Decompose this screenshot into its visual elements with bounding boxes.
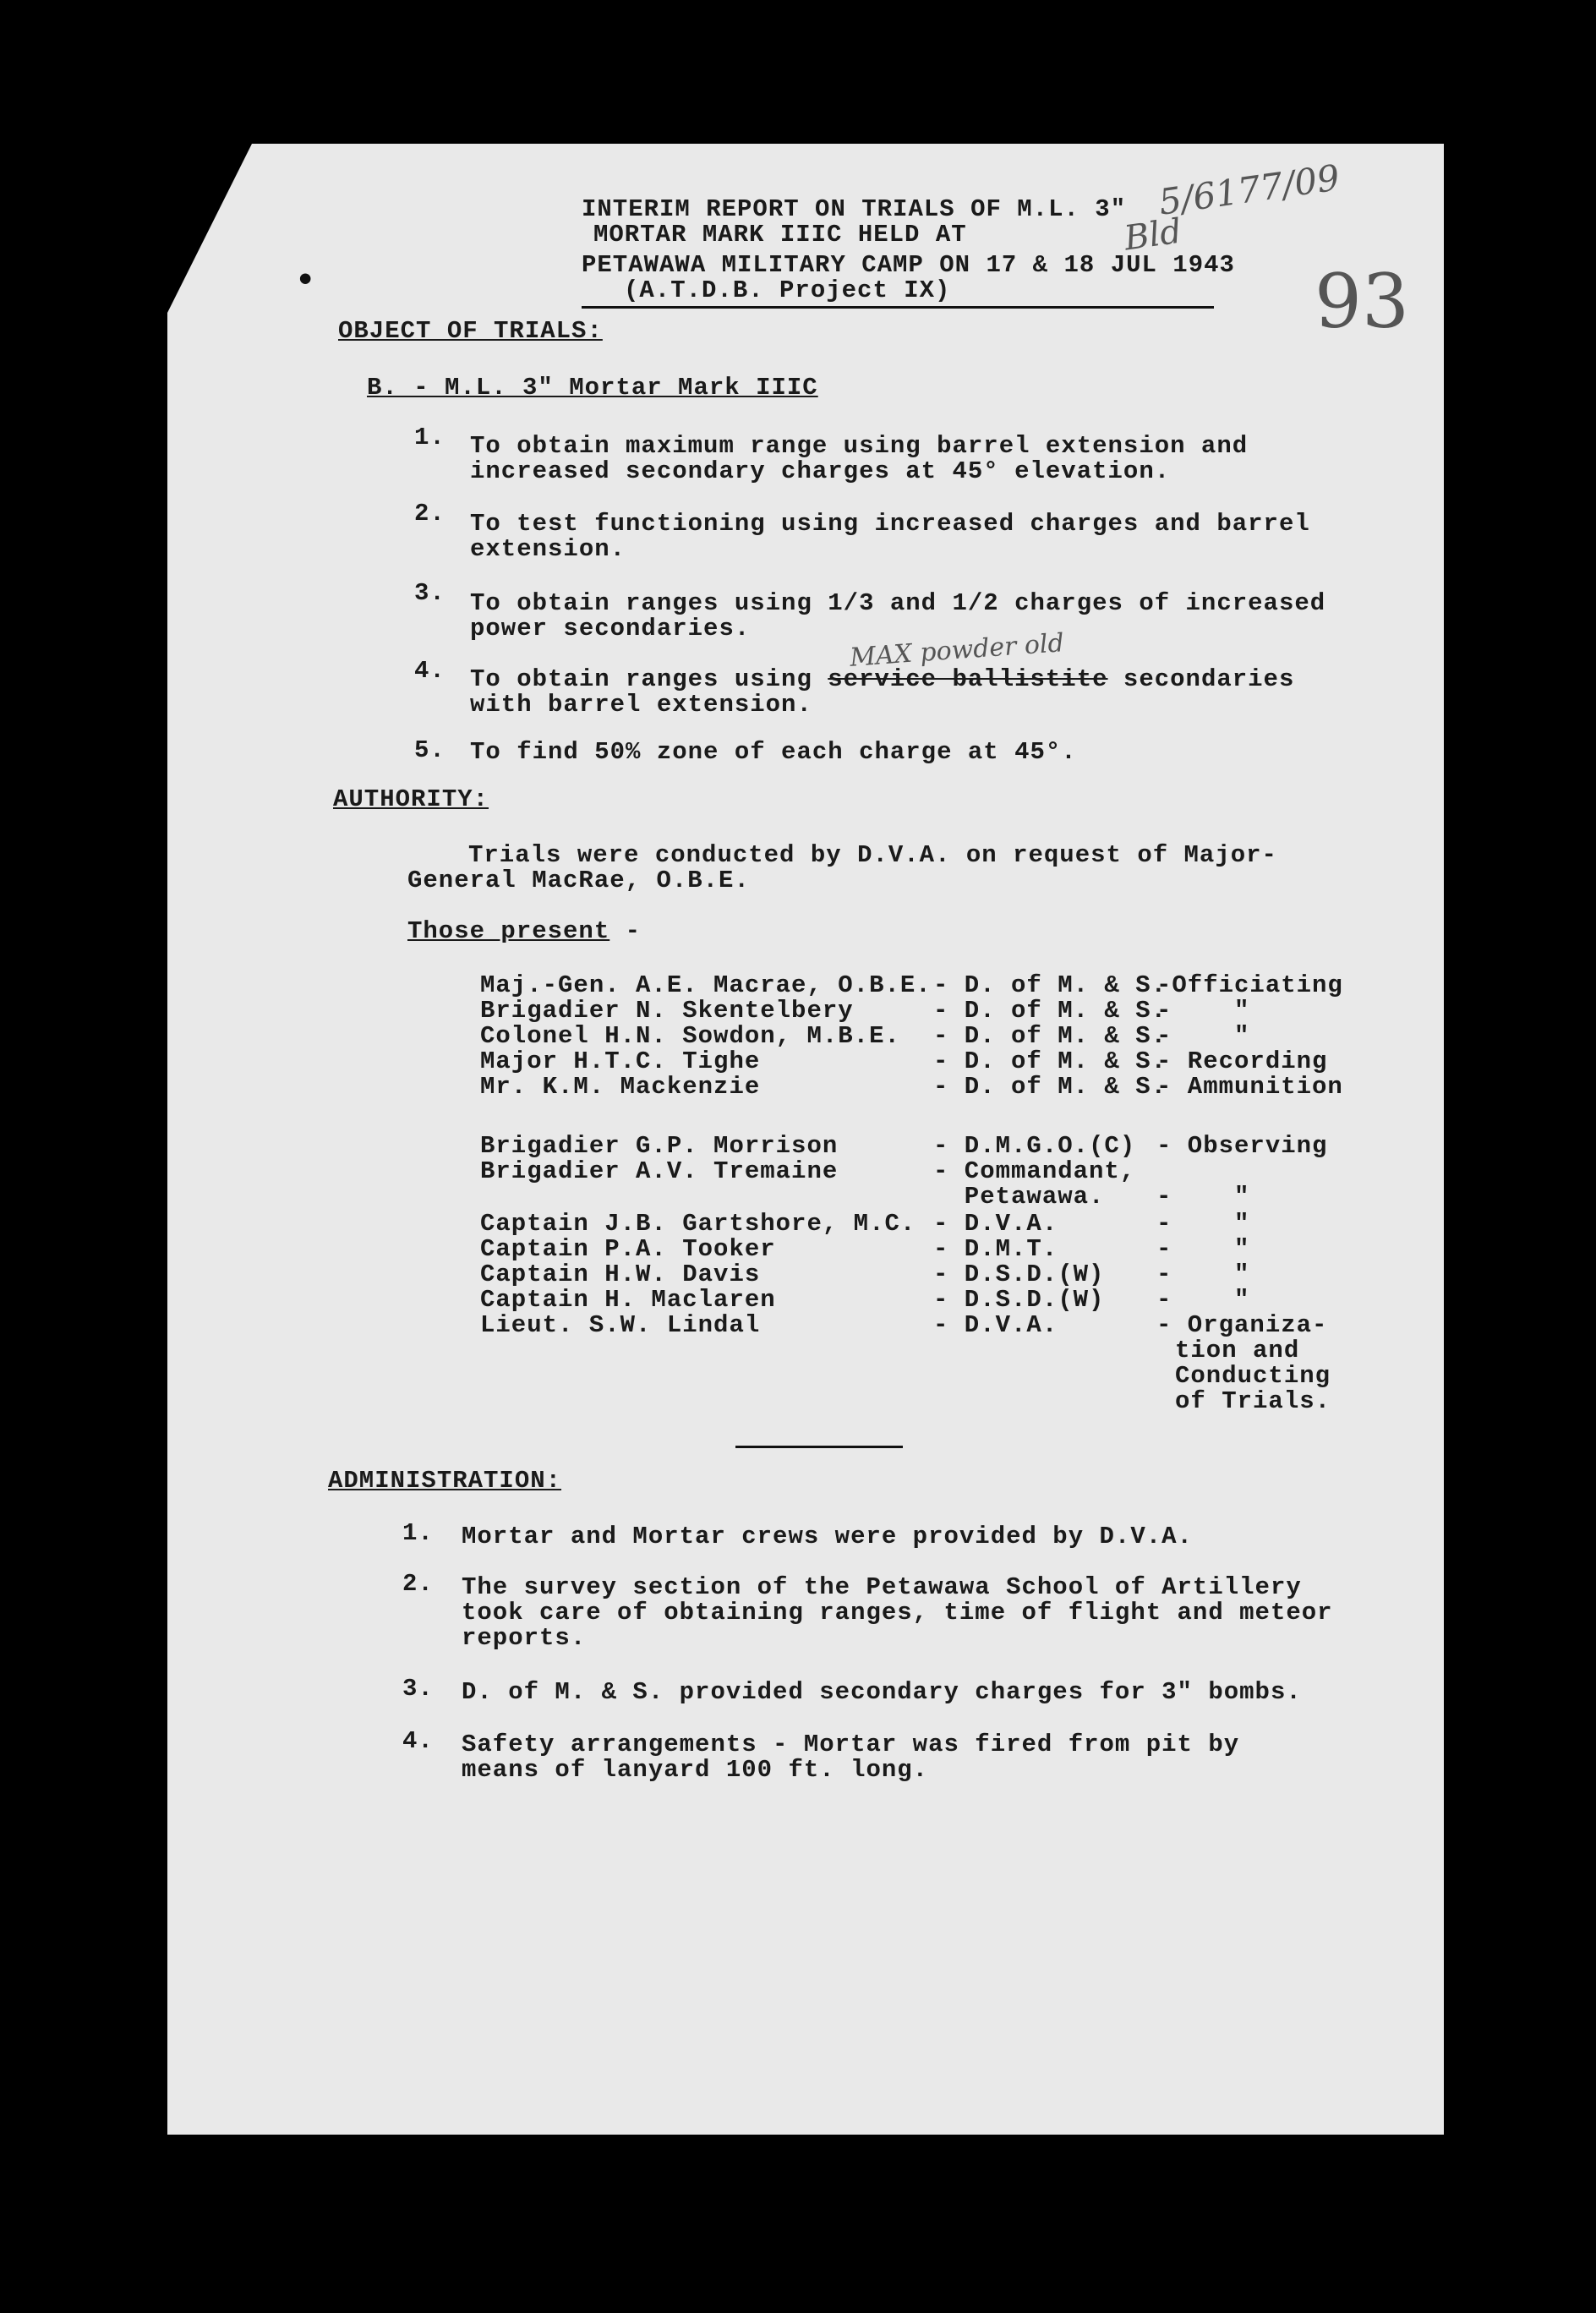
- present-dept: - D.M.G.O.(C): [933, 1132, 1136, 1160]
- report-title-line-1: INTERIM REPORT ON TRIALS OF M.L. 3": [582, 195, 1127, 223]
- present-dept: - D. of M. & S.: [933, 1022, 1167, 1050]
- object-item-text: increased secondary charges at 45° elevation.: [470, 457, 1171, 485]
- present-dept: - Commandant,: [933, 1157, 1136, 1185]
- administration-item-text: Mortar and Mortar crews were provided by D.V.A.: [462, 1523, 1193, 1550]
- present-role: -Officiating: [1156, 971, 1343, 999]
- object-item-num: 4.: [414, 657, 445, 685]
- administration-item-num: 2.: [402, 1570, 434, 1598]
- administration-heading: ADMINISTRATION:: [328, 1467, 562, 1495]
- handwritten-folio-number: 93: [1315, 258, 1409, 345]
- present-dept: - D. of M. & S.: [933, 971, 1167, 999]
- authority-heading: AUTHORITY:: [333, 785, 489, 813]
- present-role: - ": [1156, 1022, 1250, 1050]
- handwritten-insertion: MAX powder old: [849, 628, 1065, 673]
- present-dept: - D.S.D.(W): [933, 1286, 1105, 1314]
- administration-item-text: means of lanyard 100 ft. long.: [462, 1756, 929, 1784]
- object-item-num: 2.: [414, 500, 445, 528]
- present-name: Brigadier G.P. Morrison: [480, 1132, 839, 1160]
- present-name: Lieut. S.W. Lindal: [480, 1311, 761, 1339]
- object-item-text: To find 50% zone of each charge at 45°.: [470, 738, 1077, 766]
- object-item-text: To obtain maximum range using barrel extension and: [470, 432, 1249, 460]
- present-role: - ": [1156, 1235, 1250, 1263]
- present-dept: - D. of M. & S.: [933, 1047, 1167, 1075]
- report-title-line-2: MORTAR MARK IIIC HELD AT: [593, 221, 967, 249]
- margin-mark: •: [294, 260, 317, 303]
- report-title-line-4: (A.T.D.B. Project IX): [624, 276, 951, 304]
- present-dept: - D.V.A.: [933, 1210, 1058, 1238]
- present-role: - Observing: [1156, 1132, 1328, 1160]
- present-role: - ": [1156, 1260, 1250, 1288]
- present-role: - Recording: [1156, 1047, 1328, 1075]
- administration-item-text: D. of M. & S. provided secondary charges for 3" bombs.: [462, 1678, 1302, 1706]
- administration-item-text: took care of obtaining ranges, time of flight and meteor: [462, 1599, 1333, 1627]
- authority-text: Trials were conducted by D.V.A. on request of Major-: [468, 841, 1277, 869]
- administration-item-text: reports.: [462, 1624, 587, 1652]
- present-dept: - D.S.D.(W): [933, 1260, 1105, 1288]
- object-item-text: To test functioning using increased charges and barrel: [470, 510, 1310, 538]
- administration-item-text: Safety arrangements - Mortar was fired from pit by: [462, 1731, 1240, 1758]
- present-dept: - D.V.A.: [933, 1311, 1058, 1339]
- present-role-continuation: of Trials.: [1175, 1387, 1331, 1415]
- present-name: Brigadier N. Skentelbery: [480, 997, 854, 1025]
- authority-text: General MacRae, O.B.E.: [407, 867, 750, 894]
- object-item-num: 5.: [414, 736, 445, 764]
- object-item-text: with barrel extension.: [470, 691, 812, 719]
- present-name: Captain H. Maclaren: [480, 1286, 776, 1314]
- present-name: Captain J.B. Gartshore, M.C.: [480, 1210, 916, 1238]
- present-name: Colonel H.N. Sowdon, M.B.E.: [480, 1022, 900, 1050]
- object-item-text: To obtain ranges using service ballistite secondaries: [470, 665, 1295, 693]
- handwritten-initials: Bld: [1122, 211, 1184, 259]
- present-name: Major H.T.C. Tighe: [480, 1047, 761, 1075]
- present-name: Captain P.A. Tooker: [480, 1235, 776, 1263]
- header-underline: [582, 306, 1214, 309]
- present-dept: - D.M.T.: [933, 1235, 1058, 1263]
- present-role: - Organiza-: [1156, 1311, 1328, 1339]
- present-name: Captain H.W. Davis: [480, 1260, 761, 1288]
- section-divider: [735, 1446, 903, 1448]
- handwritten-file-number: 5/6177/09: [1156, 156, 1342, 223]
- present-role-continuation: Conducting: [1175, 1362, 1331, 1390]
- present-role: - ": [1156, 997, 1250, 1025]
- administration-item-text: The survey section of the Petawawa School of Artillery: [462, 1573, 1302, 1601]
- present-role: - ": [1156, 1183, 1250, 1211]
- object-subheading: B. - M.L. 3" Mortar Mark IIIC: [367, 374, 818, 402]
- object-item-num: 1.: [414, 424, 445, 451]
- object-item-text: extension.: [470, 535, 626, 563]
- administration-item-num: 3.: [402, 1675, 434, 1703]
- present-role: - Ammunition: [1156, 1073, 1343, 1101]
- present-dept: - D. of M. & S.: [933, 997, 1167, 1025]
- administration-item-num: 4.: [402, 1727, 434, 1755]
- report-title-line-3: PETAWAWA MILITARY CAMP ON 17 & 18 JUL 1943: [582, 251, 1235, 279]
- those-present-heading: Those present -: [407, 917, 642, 945]
- present-name: Maj.-Gen. A.E. Macrae, O.B.E.: [480, 971, 932, 999]
- present-name: Brigadier A.V. Tremaine: [480, 1157, 839, 1185]
- object-item-num: 3.: [414, 579, 445, 607]
- object-heading: OBJECT OF TRIALS:: [338, 317, 603, 345]
- object-item-text: To obtain ranges using 1/3 and 1/2 charges of increased: [470, 589, 1326, 617]
- administration-item-num: 1.: [402, 1519, 434, 1547]
- present-role: - ": [1156, 1210, 1250, 1238]
- present-dept: Petawawa.: [933, 1183, 1105, 1211]
- present-role-continuation: tion and: [1175, 1337, 1300, 1364]
- present-name: Mr. K.M. Mackenzie: [480, 1073, 761, 1101]
- present-dept: - D. of M. & S.: [933, 1073, 1167, 1101]
- present-role: - ": [1156, 1286, 1250, 1314]
- struck-out-text: service ballistite: [828, 665, 1108, 693]
- object-item-text: power secondaries.: [470, 615, 751, 642]
